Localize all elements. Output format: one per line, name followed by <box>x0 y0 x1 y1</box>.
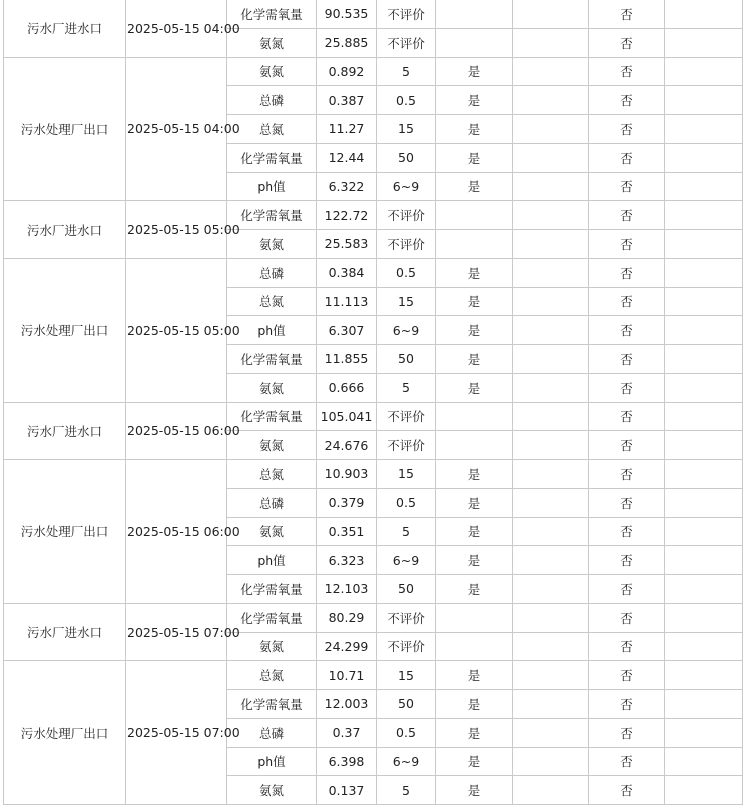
blank-cell <box>513 575 589 604</box>
compliant-cell: 是 <box>436 488 513 517</box>
time-cell: 2025-05-15 06:00 <box>126 460 227 604</box>
blank-cell <box>513 287 589 316</box>
limit-cell: 15 <box>377 661 436 690</box>
time-cell: 2025-05-15 07:00 <box>126 603 227 661</box>
limit-cell: 50 <box>377 345 436 374</box>
blank-cell <box>665 431 743 460</box>
value-cell: 0.666 <box>317 373 377 402</box>
item-cell: 氨氮 <box>227 230 317 259</box>
exceed-cell: 否 <box>589 373 665 402</box>
blank-cell <box>513 488 589 517</box>
compliant-cell: 是 <box>436 776 513 805</box>
compliant-cell: 是 <box>436 546 513 575</box>
compliant-cell: 是 <box>436 143 513 172</box>
item-cell: 氨氮 <box>227 776 317 805</box>
limit-cell: 15 <box>377 287 436 316</box>
value-cell: 6.323 <box>317 546 377 575</box>
blank-cell <box>665 546 743 575</box>
blank-cell <box>513 402 589 431</box>
table-row <box>4 57 743 86</box>
exceed-cell: 否 <box>589 460 665 489</box>
limit-cell: 5 <box>377 517 436 546</box>
value-cell: 0.892 <box>317 57 377 86</box>
exceed-cell: 否 <box>589 632 665 661</box>
exceed-cell: 否 <box>589 345 665 374</box>
item-cell: 氨氮 <box>227 517 317 546</box>
table-row <box>4 0 743 28</box>
compliant-cell: 是 <box>436 345 513 374</box>
location-cell: 污水厂进水口 <box>4 201 126 259</box>
compliant-cell: 是 <box>436 718 513 747</box>
item-cell: 化学需氧量 <box>227 0 317 28</box>
value-cell: 0.387 <box>317 86 377 115</box>
limit-cell: 0.5 <box>377 86 436 115</box>
blank-cell <box>513 776 589 805</box>
time-cell: 2025-05-15 06:00 <box>126 402 227 460</box>
limit-cell: 不评价 <box>377 431 436 460</box>
limit-cell: 15 <box>377 460 436 489</box>
table-row <box>4 460 743 489</box>
compliant-cell <box>436 603 513 632</box>
blank-cell <box>513 747 589 776</box>
blank-cell <box>513 201 589 230</box>
value-cell: 11.855 <box>317 345 377 374</box>
compliant-cell: 是 <box>436 172 513 201</box>
exceed-cell: 否 <box>589 172 665 201</box>
compliant-cell <box>436 431 513 460</box>
compliant-cell: 是 <box>436 316 513 345</box>
compliant-cell <box>436 201 513 230</box>
compliant-cell: 是 <box>436 460 513 489</box>
item-cell: 化学需氧量 <box>227 402 317 431</box>
value-cell: 12.44 <box>317 143 377 172</box>
value-cell: 90.535 <box>317 0 377 28</box>
compliant-cell <box>436 230 513 259</box>
blank-cell <box>665 373 743 402</box>
value-cell: 105.041 <box>317 402 377 431</box>
blank-cell <box>665 57 743 86</box>
value-cell: 0.351 <box>317 517 377 546</box>
compliant-cell: 是 <box>436 57 513 86</box>
exceed-cell: 否 <box>589 718 665 747</box>
item-cell: ph值 <box>227 316 317 345</box>
item-cell: 化学需氧量 <box>227 603 317 632</box>
item-cell: 总氮 <box>227 460 317 489</box>
limit-cell: 不评价 <box>377 201 436 230</box>
blank-cell <box>665 287 743 316</box>
blank-cell <box>665 201 743 230</box>
value-cell: 10.903 <box>317 460 377 489</box>
blank-cell <box>513 86 589 115</box>
limit-cell: 50 <box>377 690 436 719</box>
limit-cell: 50 <box>377 143 436 172</box>
item-cell: 总磷 <box>227 718 317 747</box>
blank-cell <box>513 143 589 172</box>
table-row <box>4 201 743 230</box>
exceed-cell: 否 <box>589 28 665 57</box>
value-cell: 0.384 <box>317 258 377 287</box>
exceed-cell: 否 <box>589 603 665 632</box>
blank-cell <box>665 488 743 517</box>
item-cell: 氨氮 <box>227 632 317 661</box>
item-cell: 氨氮 <box>227 373 317 402</box>
item-cell: 氨氮 <box>227 431 317 460</box>
limit-cell: 不评价 <box>377 402 436 431</box>
blank-cell <box>665 172 743 201</box>
compliant-cell <box>436 402 513 431</box>
blank-cell <box>665 747 743 776</box>
exceed-cell: 否 <box>589 488 665 517</box>
item-cell: 氨氮 <box>227 28 317 57</box>
blank-cell <box>513 316 589 345</box>
value-cell: 11.27 <box>317 115 377 144</box>
blank-cell <box>665 316 743 345</box>
limit-cell: 0.5 <box>377 488 436 517</box>
value-cell: 0.137 <box>317 776 377 805</box>
exceed-cell: 否 <box>589 86 665 115</box>
blank-cell <box>513 230 589 259</box>
exceed-cell: 否 <box>589 546 665 575</box>
exceed-cell: 否 <box>589 258 665 287</box>
exceed-cell: 否 <box>589 690 665 719</box>
exceed-cell: 否 <box>589 115 665 144</box>
compliant-cell: 是 <box>436 747 513 776</box>
blank-cell <box>513 460 589 489</box>
location-cell: 污水厂进水口 <box>4 0 126 57</box>
value-cell: 25.583 <box>317 230 377 259</box>
limit-cell: 5 <box>377 373 436 402</box>
limit-cell: 6~9 <box>377 747 436 776</box>
blank-cell <box>665 345 743 374</box>
value-cell: 6.307 <box>317 316 377 345</box>
item-cell: ph值 <box>227 172 317 201</box>
exceed-cell: 否 <box>589 776 665 805</box>
exceed-cell: 否 <box>589 201 665 230</box>
item-cell: 总磷 <box>227 86 317 115</box>
limit-cell: 5 <box>377 57 436 86</box>
blank-cell <box>513 690 589 719</box>
table-row <box>4 258 743 287</box>
value-cell: 24.299 <box>317 632 377 661</box>
value-cell: 0.379 <box>317 488 377 517</box>
limit-cell: 5 <box>377 776 436 805</box>
limit-cell: 不评价 <box>377 632 436 661</box>
exceed-cell: 否 <box>589 517 665 546</box>
blank-cell <box>513 661 589 690</box>
exceed-cell: 否 <box>589 661 665 690</box>
item-cell: ph值 <box>227 546 317 575</box>
location-cell: 污水处理厂出口 <box>4 57 126 201</box>
limit-cell: 6~9 <box>377 316 436 345</box>
compliant-cell <box>436 0 513 28</box>
exceed-cell: 否 <box>589 57 665 86</box>
compliant-cell: 是 <box>436 373 513 402</box>
monitoring-data-table <box>3 0 743 805</box>
item-cell: 总氮 <box>227 287 317 316</box>
blank-cell <box>665 115 743 144</box>
blank-cell <box>513 373 589 402</box>
blank-cell <box>665 460 743 489</box>
location-cell: 污水厂进水口 <box>4 402 126 460</box>
blank-cell <box>513 345 589 374</box>
blank-cell <box>513 258 589 287</box>
blank-cell <box>513 57 589 86</box>
exceed-cell: 否 <box>589 431 665 460</box>
exceed-cell: 否 <box>589 287 665 316</box>
limit-cell: 6~9 <box>377 546 436 575</box>
compliant-cell: 是 <box>436 86 513 115</box>
location-cell: 污水处理厂出口 <box>4 661 126 805</box>
value-cell: 10.71 <box>317 661 377 690</box>
limit-cell: 0.5 <box>377 258 436 287</box>
blank-cell <box>513 431 589 460</box>
compliant-cell: 是 <box>436 258 513 287</box>
value-cell: 25.885 <box>317 28 377 57</box>
compliant-cell: 是 <box>436 661 513 690</box>
table-body <box>4 0 743 805</box>
blank-cell <box>513 172 589 201</box>
compliant-cell: 是 <box>436 287 513 316</box>
limit-cell: 15 <box>377 115 436 144</box>
table-row <box>4 603 743 632</box>
location-cell: 污水厂进水口 <box>4 603 126 661</box>
blank-cell <box>665 776 743 805</box>
time-cell: 2025-05-15 07:00 <box>126 661 227 805</box>
item-cell: 化学需氧量 <box>227 690 317 719</box>
table-row <box>4 402 743 431</box>
limit-cell: 6~9 <box>377 172 436 201</box>
limit-cell: 不评价 <box>377 230 436 259</box>
exceed-cell: 否 <box>589 230 665 259</box>
table-row <box>4 661 743 690</box>
time-cell: 2025-05-15 05:00 <box>126 201 227 259</box>
time-cell: 2025-05-15 05:00 <box>126 258 227 402</box>
time-cell: 2025-05-15 04:00 <box>126 0 227 57</box>
blank-cell <box>513 517 589 546</box>
blank-cell <box>665 258 743 287</box>
location-cell: 污水处理厂出口 <box>4 460 126 604</box>
item-cell: 总磷 <box>227 258 317 287</box>
item-cell: 化学需氧量 <box>227 345 317 374</box>
limit-cell: 不评价 <box>377 603 436 632</box>
blank-cell <box>665 690 743 719</box>
value-cell: 122.72 <box>317 201 377 230</box>
item-cell: 总氮 <box>227 115 317 144</box>
item-cell: 化学需氧量 <box>227 143 317 172</box>
location-cell: 污水处理厂出口 <box>4 258 126 402</box>
limit-cell: 不评价 <box>377 28 436 57</box>
compliant-cell <box>436 632 513 661</box>
blank-cell <box>665 603 743 632</box>
value-cell: 12.103 <box>317 575 377 604</box>
compliant-cell: 是 <box>436 690 513 719</box>
exceed-cell: 否 <box>589 402 665 431</box>
exceed-cell: 否 <box>589 0 665 28</box>
blank-cell <box>665 402 743 431</box>
value-cell: 0.37 <box>317 718 377 747</box>
blank-cell <box>665 718 743 747</box>
blank-cell <box>665 143 743 172</box>
blank-cell <box>665 632 743 661</box>
value-cell: 6.322 <box>317 172 377 201</box>
blank-cell <box>513 28 589 57</box>
item-cell: 化学需氧量 <box>227 201 317 230</box>
compliant-cell: 是 <box>436 575 513 604</box>
compliant-cell <box>436 28 513 57</box>
blank-cell <box>513 718 589 747</box>
item-cell: 化学需氧量 <box>227 575 317 604</box>
blank-cell <box>513 603 589 632</box>
item-cell: 总氮 <box>227 661 317 690</box>
value-cell: 24.676 <box>317 431 377 460</box>
limit-cell: 50 <box>377 575 436 604</box>
value-cell: 11.113 <box>317 287 377 316</box>
time-cell: 2025-05-15 04:00 <box>126 57 227 201</box>
exceed-cell: 否 <box>589 316 665 345</box>
blank-cell <box>665 517 743 546</box>
value-cell: 80.29 <box>317 603 377 632</box>
limit-cell: 0.5 <box>377 718 436 747</box>
blank-cell <box>513 0 589 28</box>
blank-cell <box>665 661 743 690</box>
exceed-cell: 否 <box>589 575 665 604</box>
value-cell: 12.003 <box>317 690 377 719</box>
blank-cell <box>513 546 589 575</box>
compliant-cell: 是 <box>436 115 513 144</box>
exceed-cell: 否 <box>589 143 665 172</box>
blank-cell <box>665 0 743 28</box>
blank-cell <box>513 115 589 144</box>
item-cell: 总磷 <box>227 488 317 517</box>
blank-cell <box>513 632 589 661</box>
blank-cell <box>665 28 743 57</box>
blank-cell <box>665 575 743 604</box>
compliant-cell: 是 <box>436 517 513 546</box>
blank-cell <box>665 86 743 115</box>
value-cell: 6.398 <box>317 747 377 776</box>
item-cell: ph值 <box>227 747 317 776</box>
exceed-cell: 否 <box>589 747 665 776</box>
limit-cell: 不评价 <box>377 0 436 28</box>
blank-cell <box>665 230 743 259</box>
item-cell: 氨氮 <box>227 57 317 86</box>
